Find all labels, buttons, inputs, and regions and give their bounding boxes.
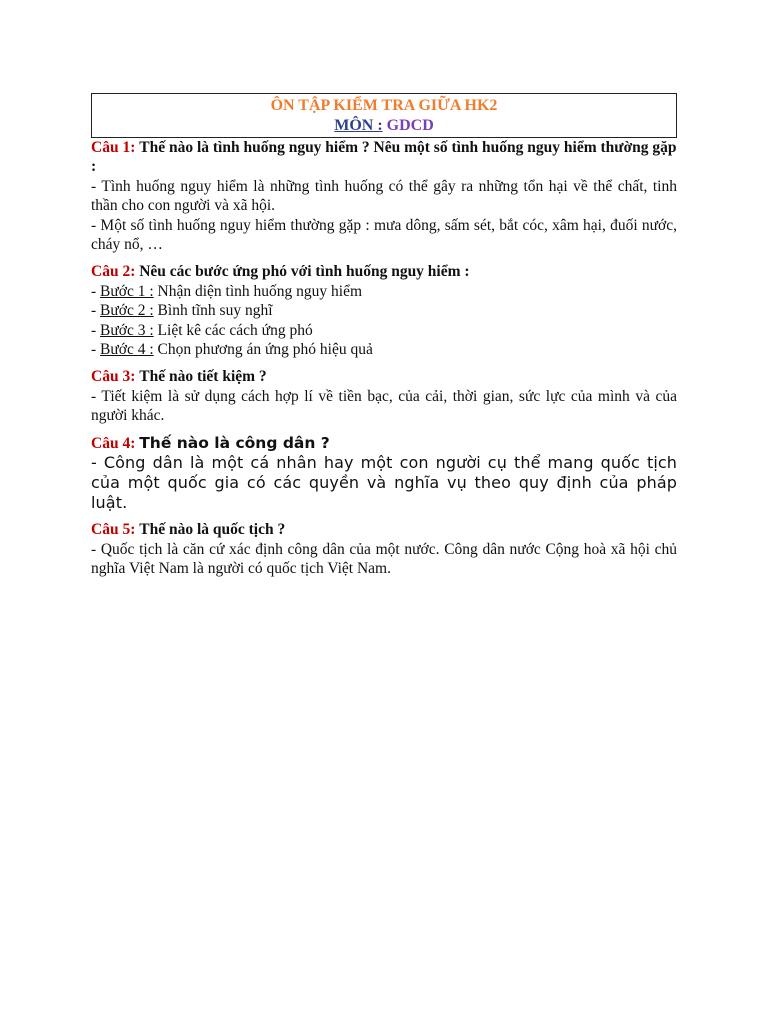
step-label: Bước 4 : — [100, 341, 154, 359]
answer-paragraph: - Tình huống nguy hiểm là những tình huống có thể gây ra những tổn hại về thể chất, tinh thần cho con người và xã hội. — [91, 177, 677, 215]
step-text: Liệt kê các cách ứng phó — [153, 321, 313, 339]
step-item — [91, 282, 677, 301]
step-text: Bình tĩnh suy nghĩ — [153, 302, 273, 320]
document-title: ÔN TẬP KIỂM TRA GIỮA HK2 — [270, 97, 498, 114]
answer-paragraph: - Một số tình huống nguy hiểm thường gặp : mưa dông, sấm sét, bắt cóc, xâm hại, đuối nước, cháy nổ, … — [91, 216, 677, 254]
question-1 — [91, 138, 677, 177]
question-number: Câu 3: — [91, 368, 136, 386]
subject-line — [92, 116, 676, 136]
question-4 — [91, 434, 677, 453]
subject-value: GDCD — [386, 117, 434, 134]
question-text: Thế nào là quốc tịch ? — [139, 521, 286, 539]
step-item — [91, 340, 677, 359]
step-text: Chọn phương án ứng phó hiệu quả — [153, 341, 373, 359]
step-prefix: - — [91, 302, 101, 320]
step-label: Bước 3 : — [100, 321, 154, 339]
step-item — [91, 301, 677, 320]
answer-paragraph: - Quốc tịch là căn cứ xác định công dân của một nước. Công dân nước Cộng hoà xã hội chủ nghĩa Việt Nam là người có quốc tịch Việt Nam. — [91, 540, 677, 578]
step-label: Bước 2 : — [100, 302, 154, 320]
title-box — [91, 93, 677, 138]
question-text: Nêu các bước ứng phó với tình huống nguy hiểm : — [139, 263, 470, 281]
question-text: Thế nào là tình huống nguy hiểm ? Nêu một số tình huống nguy hiểm thường gặp : — [91, 139, 677, 176]
question-number: Câu 4: — [91, 434, 136, 452]
question-2 — [91, 262, 677, 281]
step-prefix: - — [91, 321, 101, 339]
step-text: Nhận diện tình huống nguy hiểm — [153, 282, 363, 300]
step-label: Bước 1 : — [100, 282, 154, 300]
answer-paragraph: - Tiết kiệm là sử dụng cách hợp lí về tiền bạc, của cải, thời gian, sức lực của mình và của người khác. — [91, 387, 677, 425]
question-number: Câu 2: — [91, 263, 136, 281]
question-text: Thế nào là công dân ? — [139, 433, 330, 452]
document-content — [91, 93, 677, 579]
question-text: Thế nào tiết kiệm ? — [139, 368, 267, 386]
answer-paragraph: - Công dân là một cá nhân hay một con người cụ thể mang quốc tịch của một quốc gia có các quyền và nghĩa vụ theo quy định của pháp luật. — [91, 453, 677, 512]
question-number: Câu 1: — [91, 139, 136, 156]
step-item — [91, 321, 677, 340]
question-number: Câu 5: — [91, 521, 136, 539]
question-3 — [91, 367, 677, 386]
step-prefix: - — [91, 341, 101, 359]
subject-label: MÔN : — [334, 117, 383, 134]
question-5 — [91, 520, 677, 539]
step-prefix: - — [91, 282, 101, 300]
